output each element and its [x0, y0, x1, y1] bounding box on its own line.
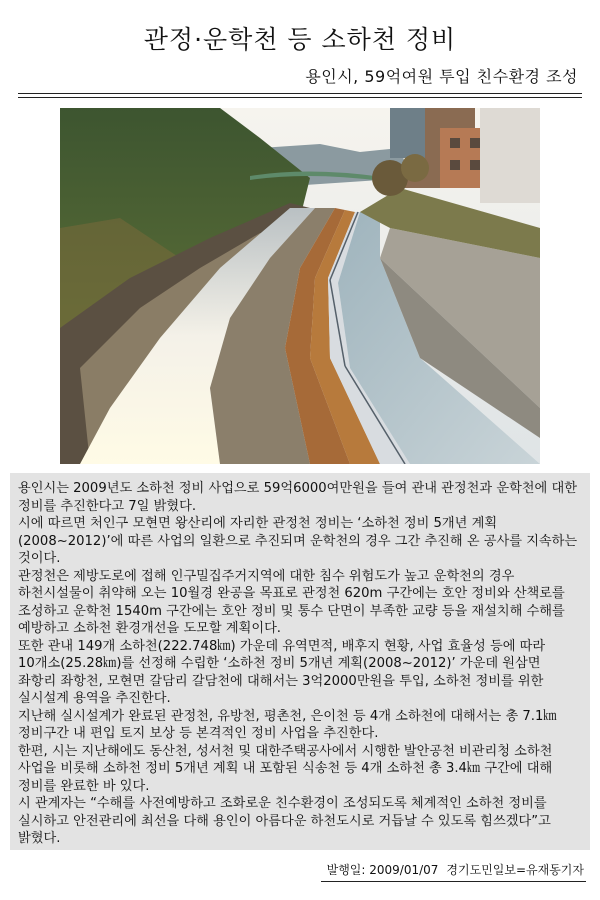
article-paragraph: 관정천은 제방도로에 접해 인구밀집주거지역에 대한 침수 위험도가 높고 운학천의 경우 하천시설물이 취약해 오는 10월경 완공을 목표로 관정천 620m 구간에는 호안 정비와 산책로를 조성하고 운학천 1540m 구간에는 호안 정비 및 통수 단면이 부족한 교량 등을 재설치해 수해를 예방하고 소하천 환경개선을 도모할 계획이다.	[18, 568, 565, 636]
title-divider-bottom	[18, 97, 582, 98]
stream-photo	[60, 108, 540, 464]
article-paragraph: 한편, 시는 지난해에도 동산천, 성서천 및 대한주택공사에서 시행한 발안공천 비관리청 소하천 사업을 비롯해 소하천 정비 5개년 계획 내 포함된 식송천 등 4개 소하천 총 3.4㎞ 구간에 대해 정비를 완료한 바 있다.	[18, 743, 553, 794]
article-body	[10, 473, 590, 850]
title-divider-top	[18, 93, 582, 94]
publish-date: 발행일: 2009/01/07	[326, 863, 439, 877]
article-title: 관정·운학천 등 소하천 정비	[143, 25, 457, 54]
article-paragraph: 또한 관내 149개 소하천(222.748㎞) 가운데 유역면적, 배후지 현황, 사업 효율성 등에 따라 10개소(25.28㎞)를 선정해 수립한 ‘소하천 정비 5개년 계획(2008~2012)’ 가운데 원삼면 좌항리 좌항천, 모현면 갈담리 갈담천에 대해서는 3억2000만원을 투입, 소하천 정비를 위한 실시설계 용역을 추진한다.	[18, 638, 546, 706]
byline: 경기도민일보=유재동기자	[446, 863, 584, 877]
article-paragraph: 지난해 실시설계가 완료된 관정천, 유방천, 평촌천, 은이천 등 4개 소하천에 대해서는 총 7.1㎞ 정비구간 내 편입 토지 보상 등 본격적인 정비 사업을 추진한다.	[18, 708, 557, 741]
article-paragraph: 용인시는 2009년도 소하천 정비 사업으로 59억6000여만원을 들여 관내 관정천과 운학천에 대한 정비를 추진한다고 7일 밝혔다.	[18, 481, 577, 514]
article-paragraph: 시에 따르면 처인구 모현면 왕산리에 자리한 관정천 정비는 ‘소하천 정비 5개년 계획(2008~2012)’에 따른 사업의 일환으로 추진되며 운학천의 경우 그간 추진해 온 공사를 지속하는 것이다.	[18, 516, 578, 566]
article-paragraph: 시 관계자는 “수해를 사전예방하고 조화로운 친수환경이 조성되도록 체계적인 소하천 정비를 실시하고 안전관리에 최선을 다해 용인이 아름다운 하천도시로 거듭날 수 있도록 힘쓰겠다”고 밝혔다.	[18, 796, 551, 846]
publication-footer	[321, 861, 586, 882]
article-subtitle: 용인시, 59억여원 투입 친수환경 조성	[305, 67, 578, 86]
